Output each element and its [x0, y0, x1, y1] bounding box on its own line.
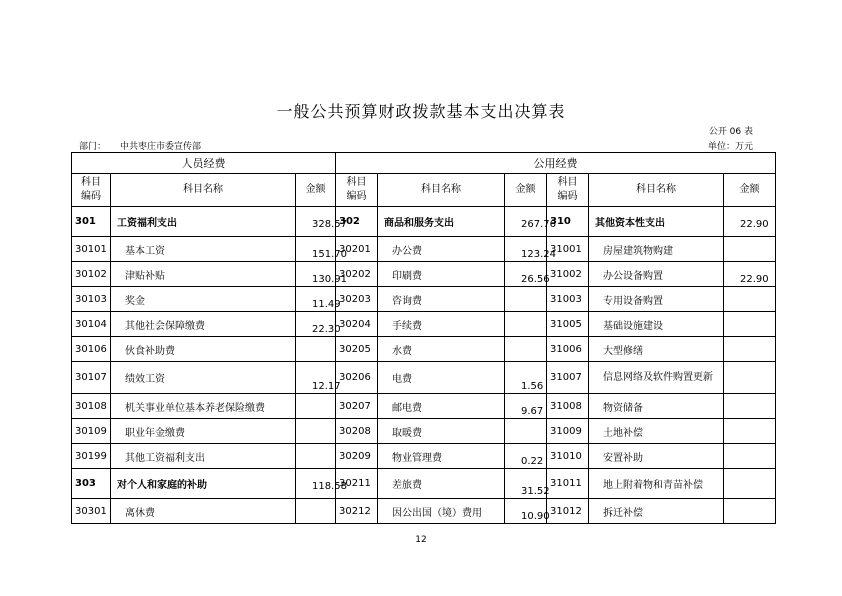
- subject-name: 奖金: [111, 287, 296, 312]
- amount-cell: [296, 419, 336, 444]
- col-header-name: 科目名称: [111, 174, 296, 207]
- amount-cell: 328.57: [296, 207, 336, 237]
- table-row: [72, 262, 776, 287]
- table-row: [72, 287, 776, 312]
- amount-cell: [724, 499, 776, 524]
- amount-cell: 12.17: [296, 362, 336, 394]
- subject-code: 30209: [336, 444, 378, 469]
- subject-name: 房屋建筑物购建: [589, 237, 724, 262]
- amount-cell: [724, 444, 776, 469]
- subject-code: 31009: [547, 419, 589, 444]
- amount-cell: 123.24: [505, 237, 547, 262]
- subject-name: 机关事业单位基本养老保险缴费: [111, 394, 296, 419]
- col-header-amount: 金额: [505, 174, 547, 207]
- subject-name: 办公设备购置: [589, 262, 724, 287]
- subject-name: 津贴补贴: [111, 262, 296, 287]
- subject-name: 印刷费: [378, 262, 505, 287]
- subject-name: 地上附着物和青苗补偿: [589, 469, 724, 499]
- subject-code: 30208: [336, 419, 378, 444]
- subject-name: 邮电费: [378, 394, 505, 419]
- table-row: [72, 419, 776, 444]
- amount-cell: 22.30: [296, 312, 336, 337]
- table-row: [72, 444, 776, 469]
- subject-name: 职业年金缴费: [111, 419, 296, 444]
- subject-name: 基本工资: [111, 237, 296, 262]
- amount-cell: [724, 237, 776, 262]
- amount-cell: [505, 419, 547, 444]
- subject-code: 30203: [336, 287, 378, 312]
- subject-code: 30107: [72, 362, 111, 394]
- subject-name: 物资储备: [589, 394, 724, 419]
- amount-cell: 118.58: [296, 469, 336, 499]
- amount-cell: [296, 444, 336, 469]
- group-public-header: 公用经费: [336, 153, 776, 174]
- col-header-name: 科目名称: [589, 174, 724, 207]
- subject-name: 其他工资福利支出: [111, 444, 296, 469]
- col-header-amount: 金额: [296, 174, 336, 207]
- department-line: [79, 139, 201, 152]
- subject-code: 31007: [547, 362, 589, 394]
- amount-cell: [724, 469, 776, 499]
- col-header-name: 科目名称: [378, 174, 505, 207]
- subject-code: 31001: [547, 237, 589, 262]
- subject-code: 31010: [547, 444, 589, 469]
- amount-cell: 31.52: [505, 469, 547, 499]
- col-header-code: 科目 编码: [72, 174, 111, 207]
- amount-cell: [296, 337, 336, 362]
- subject-code: 30205: [336, 337, 378, 362]
- amount-cell: [724, 419, 776, 444]
- subject-code: 31002: [547, 262, 589, 287]
- page-title: 一般公共预算财政拨款基本支出决算表: [276, 102, 566, 121]
- amount-cell: 26.56: [505, 262, 547, 287]
- subject-name: 对个人和家庭的补助: [111, 469, 296, 499]
- amount-cell: [724, 394, 776, 419]
- amount-cell: [724, 287, 776, 312]
- amount-cell: 267.76: [505, 207, 547, 237]
- table-row: [72, 237, 776, 262]
- subject-name: 安置补助: [589, 444, 724, 469]
- subject-name: 工资福利支出: [111, 207, 296, 237]
- subject-name: 离休费: [111, 499, 296, 524]
- subject-code: 301: [72, 207, 111, 237]
- subject-name: 物业管理费: [378, 444, 505, 469]
- table-row: [72, 469, 776, 499]
- amount-cell: 0.22: [505, 444, 547, 469]
- subject-name: 伙食补助费: [111, 337, 296, 362]
- amount-cell: 1.56: [505, 362, 547, 394]
- subject-code: 30199: [72, 444, 111, 469]
- subject-code: 31006: [547, 337, 589, 362]
- department-label: 部门：: [79, 142, 107, 152]
- subject-code: 31008: [547, 394, 589, 419]
- amount-cell: 22.90: [724, 262, 776, 287]
- subject-code: 30207: [336, 394, 378, 419]
- subject-code: 30201: [336, 237, 378, 262]
- subject-code: 31005: [547, 312, 589, 337]
- amount-cell: 9.67: [505, 394, 547, 419]
- amount-cell: [296, 499, 336, 524]
- amount-cell: 10.90: [505, 499, 547, 524]
- subject-name: 咨询费: [378, 287, 505, 312]
- subject-name: 拆迁补偿: [589, 499, 724, 524]
- subject-code: 310: [547, 207, 589, 237]
- subject-name: 绩效工资: [111, 362, 296, 394]
- department-name: 中共枣庄市委宣传部: [120, 142, 202, 152]
- subject-code: 30301: [72, 499, 111, 524]
- page-number: 12: [415, 535, 427, 545]
- subject-name: 其他社会保障缴费: [111, 312, 296, 337]
- table-row: [72, 394, 776, 419]
- subject-name: 电费: [378, 362, 505, 394]
- table-row: [72, 312, 776, 337]
- subject-code: 30204: [336, 312, 378, 337]
- subject-code: 30202: [336, 262, 378, 287]
- table-row: [72, 337, 776, 362]
- subject-name: 手续费: [378, 312, 505, 337]
- subject-code: 30109: [72, 419, 111, 444]
- subject-code: 30211: [336, 469, 378, 499]
- subject-name: 商品和服务支出: [378, 207, 505, 237]
- subject-code: 30106: [72, 337, 111, 362]
- col-header-amount: 金额: [724, 174, 776, 207]
- amount-cell: [724, 337, 776, 362]
- subject-code: 303: [72, 469, 111, 499]
- col-header-code: 科目 编码: [547, 174, 589, 207]
- subject-code: 30206: [336, 362, 378, 394]
- subject-name: 取暖费: [378, 419, 505, 444]
- subject-code: 30101: [72, 237, 111, 262]
- subject-code: 31003: [547, 287, 589, 312]
- amount-cell: 130.91: [296, 262, 336, 287]
- amount-cell: 151.70: [296, 237, 336, 262]
- table-row: [72, 362, 776, 394]
- form-number: 公开 06 表: [708, 127, 753, 137]
- unit-label: 单位：万元: [707, 142, 753, 152]
- table-row: [72, 499, 776, 524]
- subject-code: 31012: [547, 499, 589, 524]
- subject-name: 因公出国（境）费用: [378, 499, 505, 524]
- subject-name: 办公费: [378, 237, 505, 262]
- amount-cell: [724, 312, 776, 337]
- amount-cell: [505, 337, 547, 362]
- subject-name: 水费: [378, 337, 505, 362]
- amount-cell: [505, 287, 547, 312]
- amount-cell: [724, 362, 776, 394]
- col-header-code: 科目 编码: [336, 174, 378, 207]
- subject-code: 30108: [72, 394, 111, 419]
- subject-name: 信息网络及软件购置更新: [589, 362, 724, 394]
- subject-code: 31011: [547, 469, 589, 499]
- subject-name: 其他资本性支出: [589, 207, 724, 237]
- table-row: [72, 207, 776, 237]
- subject-name: 基础设施建设: [589, 312, 724, 337]
- amount-cell: [505, 312, 547, 337]
- subject-code: 30103: [72, 287, 111, 312]
- subject-name: 土地补偿: [589, 419, 724, 444]
- subject-code: 30102: [72, 262, 111, 287]
- subject-name: 专用设备购置: [589, 287, 724, 312]
- group-personnel-header: 人员经费: [72, 153, 336, 174]
- expenditure-table: [71, 152, 776, 524]
- subject-name: 差旅费: [378, 469, 505, 499]
- amount-cell: 11.49: [296, 287, 336, 312]
- subject-name: 大型修缮: [589, 337, 724, 362]
- subject-code: 30212: [336, 499, 378, 524]
- amount-cell: 22.90: [724, 207, 776, 237]
- subject-code: 30104: [72, 312, 111, 337]
- amount-cell: [296, 394, 336, 419]
- subject-code: 302: [336, 207, 378, 237]
